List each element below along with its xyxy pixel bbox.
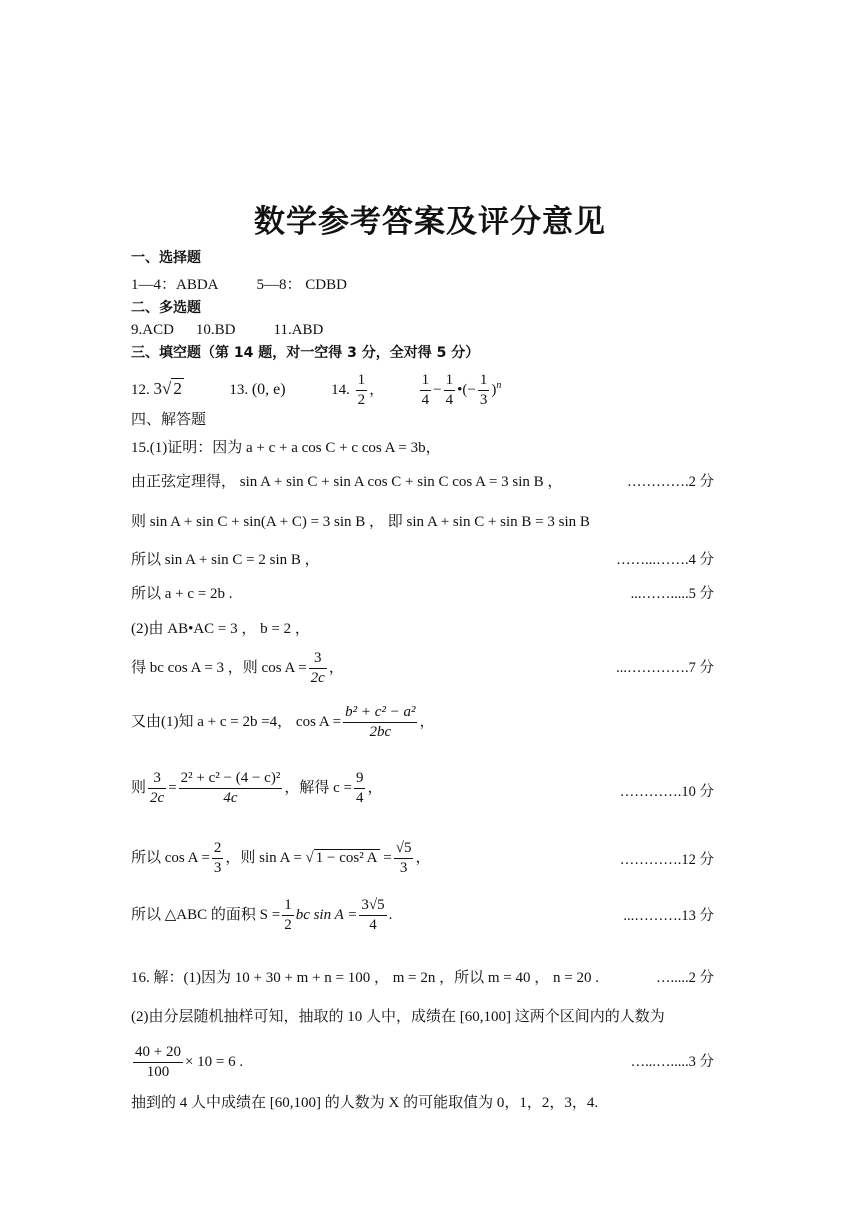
- multi-answers: [131, 320, 323, 340]
- q14-answer-2: $\frac{1}{4}$ − $\frac{1}{4}$ •(− $\frac{1}{3}$ )$^n$: [421, 372, 502, 409]
- q13-label: 13.: [229, 382, 249, 398]
- section-heading-multi: 二、多选题: [131, 300, 201, 316]
- q15-line-4: 所以 sin A + sin C = 2 sin B ，: [131, 552, 320, 568]
- q15-line-10: 所以 cos A = $\frac{2}{3}$ ，则 sin A = √ 1 − cos² A = $\frac{√5}{3}$ ，: [131, 840, 431, 877]
- q15-line-5: 所以 a + c = 2b .: [131, 586, 233, 602]
- q13-answer: (0, e): [251, 381, 286, 398]
- q16-line-2: (2)由分层随机抽样可知，抽取的 10 人中，成绩在 [60,100] 这两个区间内的人数为: [131, 1009, 665, 1025]
- q14-label: 14.: [331, 382, 350, 398]
- q15-line-9: 则 $\frac{3}{2c}$ = $\frac{\text{2² + c² − (4 − c)²}}{4c}$ ，解得 c = $\frac{9}{4}$ ，: [131, 770, 383, 807]
- q15-score-9: ………….10 分: [619, 784, 714, 800]
- q16-line-1: 16. 解：(1)因为 10 + 30 + m + n = 100 ， m = 2n ，所以 m = 40 ， n = 20 .: [131, 970, 599, 986]
- section-heading-choice: 一、选择题: [131, 250, 201, 266]
- q12-answer: 3√ 2: [153, 379, 182, 398]
- section-heading-solutions: 四、解答题: [131, 412, 207, 428]
- q15-line-7: 得 bc cos A = 3 ，则 cos A = $\frac{3}{2c}$ ，: [131, 650, 344, 687]
- q15-line-6: (2)由 AB•AC = 3 ， b = 2 ，: [131, 621, 310, 637]
- q16-score-1: ….....2 分: [656, 970, 714, 986]
- page-title: 数学参考答案及评分意见: [254, 204, 606, 240]
- q16-line-4: 抽到的 4 人中成绩在 [60,100] 的人数为 X 的可能取值为 0，1，2，3，4.: [131, 1095, 599, 1111]
- q15-score-5: ...…….....5 分: [630, 586, 714, 602]
- answer-11: 11.ABD: [273, 322, 324, 338]
- q15-score-4: ……...…….4 分: [616, 552, 714, 568]
- q15-line-8: 又由(1)知 a + c = 2b =4， cos A = $\frac{\text{b² + c² − a²}}{2bc}$ ，: [131, 704, 435, 741]
- q16-score-3: …...….....3 分: [630, 1054, 714, 1070]
- answer-10: 10.BD: [195, 322, 236, 338]
- q15-line-3: 则 sin A + sin C + sin(A + C) = 3 sin B ， 即 sin A + sin C + sin B = 3 sin B: [131, 514, 590, 530]
- q15-line-11: 所以 △ABC 的面积 S = $\frac{1}{2}$ bc sin A = $\frac{3√5}{4}$ .: [131, 897, 393, 934]
- q16-line-3: $\frac{40 + 20}{100}$ × 10 = 6 .: [135, 1044, 244, 1081]
- fill-answers: 12. 3√ 2 13. (0, e) 14. $\frac{1}{2}$ ， $\frac{1}{4}$ − $\frac{1}{4}$ •(− $\frac{1}{3}$ )$^n$: [131, 372, 502, 409]
- q14-answer-1: $\frac{1}{2}$: [357, 372, 366, 409]
- q15-score-10: ………….12 分: [619, 852, 714, 868]
- choice-answers: [131, 275, 347, 295]
- section-heading-fill: 三、填空题（第 14 题，对一空得 3 分，全对得 5 分）: [131, 345, 480, 361]
- q15-line-1: 15.(1)证明：因为 a + c + a cos C + c cos A = 3b，: [131, 440, 441, 456]
- q12-label: 12.: [131, 382, 150, 398]
- choice-answers-5-8: 5—8： CDBD: [256, 277, 347, 293]
- q15-score-7: ...………….7 分: [616, 660, 714, 676]
- q15-line-2: 由正弦定理得， sin A + sin C + sin A cos C + sin C cos A = 3 sin B ，: [131, 474, 563, 490]
- q15-score-11: ...……….13 分: [623, 908, 714, 924]
- choice-answers-1-4: 1—4：ABDA: [131, 277, 219, 293]
- answer-9: 9.ACD: [131, 322, 174, 338]
- q15-score-2: ………….2 分: [627, 474, 714, 490]
